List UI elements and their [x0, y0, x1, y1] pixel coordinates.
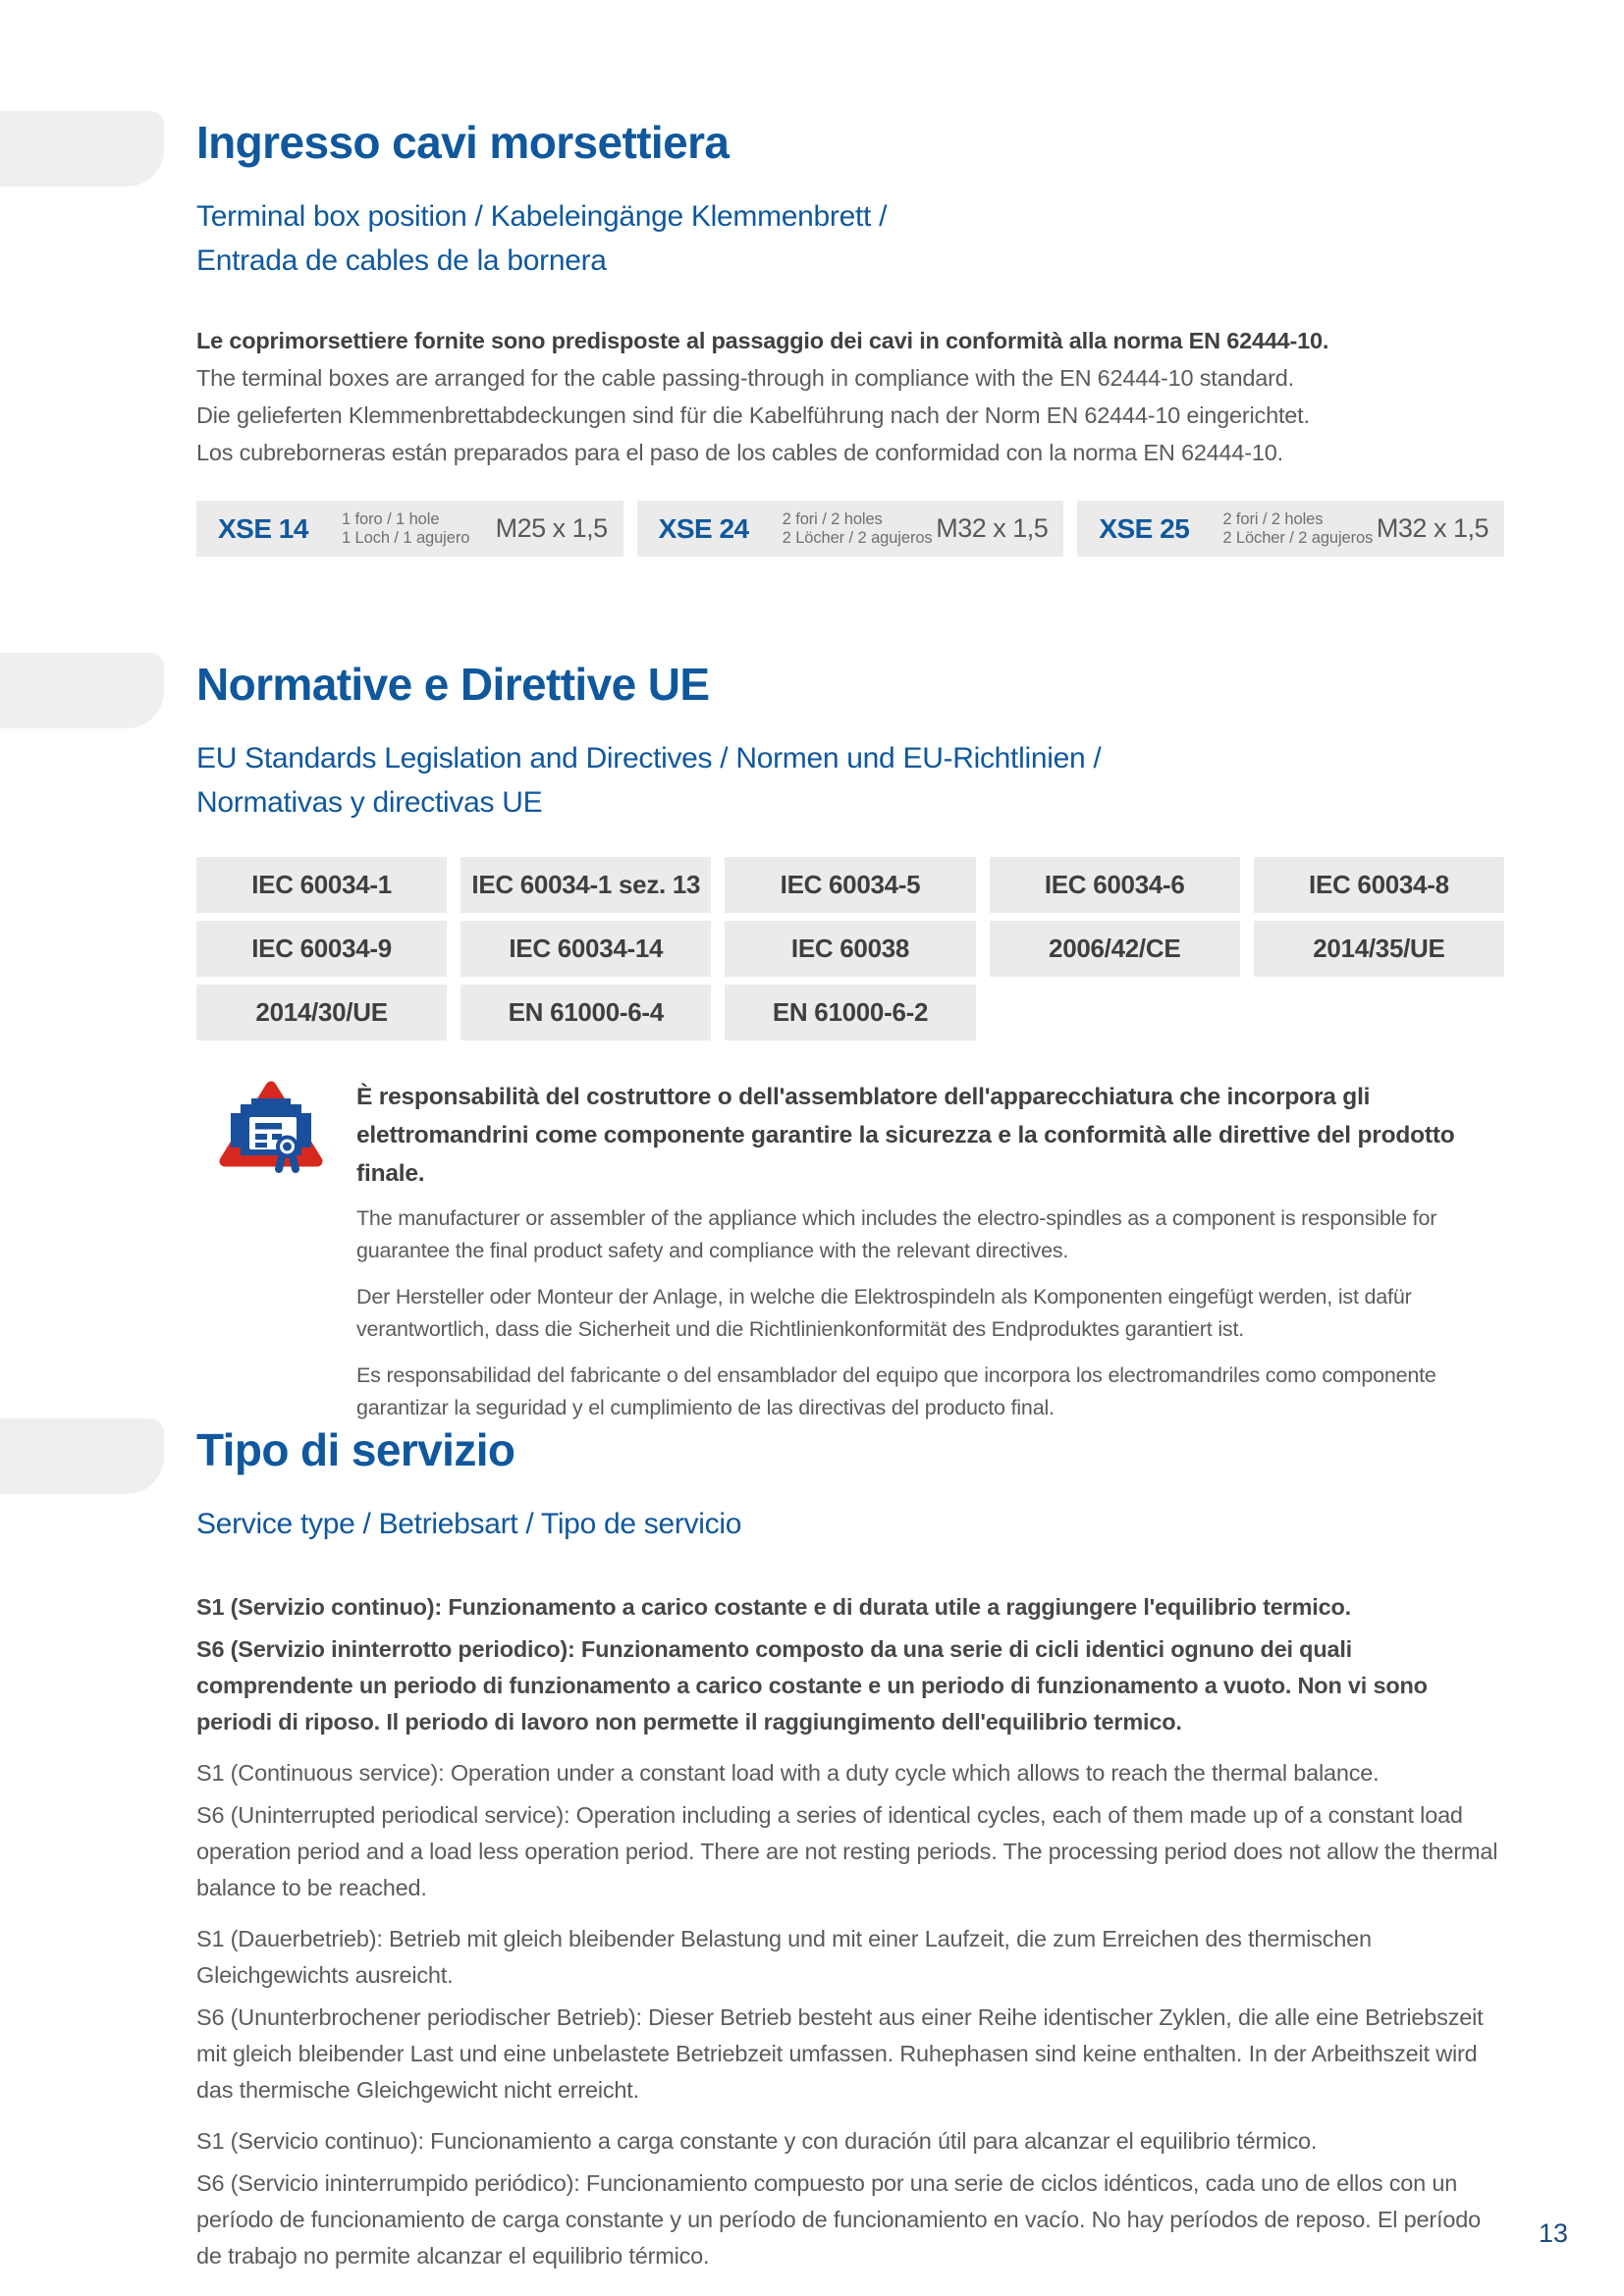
standard-cell: 2014/30/UE: [196, 985, 447, 1041]
standards-grid: [196, 857, 1504, 1041]
model-thread-size: M32 x 1,5: [1376, 513, 1489, 543]
intro-paragraph-es: Los cubreborneras están preparados para el paso de los cables de conformidad con la norma EN 62444-10.: [196, 440, 1283, 465]
service-paragraph-de-s1: S1 (Dauerbetrieb): Betrieb mit gleich bleibender Belastung und mit einer Laufzeit, die zum Erreichen des thermischen Gleichgewichts ausreicht.: [196, 1926, 1372, 1988]
certificate-warning-icon: [196, 1078, 356, 1438]
model-holes-line: 1 Loch / 1 agujero: [342, 528, 470, 547]
subtitle-line: Entrada de cables de la bornera: [196, 244, 607, 277]
standard-cell: IEC 60034-1: [196, 857, 447, 913]
service-paragraph-de-s6: S6 (Ununterbrochener periodischer Betrieb): Dieser Betrieb besteht aus einer Reihe identischer Zyklen, die alle eine Betriebszeit mit gleich bleibender Last und eine unbelastete Betriebzeit umfassen. Ruhephasen sind keine enthalten. In der Arbeithszeit wird das thermische Gleichgewicht nicht erreicht.: [196, 2004, 1484, 2103]
notice-paragraph-es: Es responsabilidad del fabricante o del ensamblador del equipo que incorpora los electromandriles como componente garantizar la seguridad y el cumplimiento de las directivas del producto final.: [356, 1363, 1436, 1419]
service-paragraph-it-s1: S1 (Servizio continuo): Funzionamento a carico costante e di durata utile a raggiungere l'equilibrio termico.: [196, 1594, 1351, 1620]
service-paragraph-es-s1: S1 (Servicio continuo): Funcionamiento a carga constante y con duración útil para alcanzar el equilibrio térmico.: [196, 2128, 1318, 2154]
terminal-models-row: [196, 501, 1504, 557]
section-subtitle: [196, 736, 1504, 825]
subtitle-line: Normativas y directivas UE: [196, 786, 543, 819]
intro-paragraph-en: The terminal boxes are arranged for the cable passing-through in compliance with the EN 62444-10 standard.: [196, 365, 1294, 391]
subtitle-line: EU Standards Legislation and Directives / Normen und EU-Richtlinien /: [196, 742, 1102, 774]
responsibility-notice: [196, 1078, 1504, 1438]
service-paragraph-it-s6: S6 (Servizio ininterrotto periodico): Funzionamento composto da una serie di cicli identici ognuno dei quali comprendente un periodo di funzionamento a carico costante e un periodo di funzionamento a vuoto. Non vi sono periodi di riposo. Il periodo di lavoro non permette il raggiungimento dell'equilibrio termico.: [196, 1636, 1428, 1735]
model-cell-xse24: [637, 501, 1064, 557]
section-tab-marker: [0, 111, 164, 187]
notice-paragraph-de: Der Hersteller oder Monteur der Anlage, in welche die Elektrospindeln als Komponenten eingefügt werden, ist dafür verantwortlich, dass die Sicherheit und die Richtlinienkonformität des Endproduktes garantiert ist.: [356, 1285, 1412, 1341]
standard-cell: IEC 60038: [725, 921, 975, 977]
standard-cell: IEC 60034-5: [725, 857, 975, 913]
model-code: XSE 14: [218, 512, 308, 544]
section-service-type: [196, 1418, 1504, 2280]
model-thread-size: M25 x 1,5: [495, 513, 608, 543]
service-paragraph-en-s1: S1 (Continuous service): Operation under a constant load with a duty cycle which allows to reach the thermal balance.: [196, 1760, 1380, 1786]
subtitle-line: Service type / Betriebsart / Tipo de servicio: [196, 1508, 742, 1540]
page-title: Normative e Direttive UE: [196, 659, 710, 710]
standard-cell: EN 61000-6-2: [725, 985, 975, 1041]
standard-cell: 2006/42/CE: [990, 921, 1240, 977]
service-paragraph-en-s6: S6 (Uninterrupted periodical service): Operation including a series of identical cycles, each of them made up of a constant load operation period and a load less operation period. There are not resting periods. The processing period does not allow the thermal balance to be reached.: [196, 1802, 1498, 1900]
standard-cell: IEC 60034-6: [990, 857, 1240, 913]
standard-cell: IEC 60034-9: [196, 921, 447, 977]
section-terminal-box: [196, 111, 1504, 557]
subtitle-line: Terminal box position / Kabeleingänge Klemmenbrett /: [196, 200, 888, 233]
model-holes: [1222, 510, 1377, 548]
notice-paragraph-it: È responsabilità del costruttore o dell'assemblatore dell'apparecchiatura che incorpora gli elettromandrini come componente garantire la sicurezza e la conformità alle direttive del prodotto finale.: [356, 1084, 1455, 1187]
standard-cell: IEC 60034-1 sez. 13: [460, 857, 711, 913]
model-code: XSE 25: [1099, 512, 1190, 544]
section-subtitle: [196, 1502, 1504, 1546]
intro-paragraphs: [196, 322, 1504, 471]
page-number: 13: [1538, 2218, 1569, 2248]
model-holes-line: 2 Löcher / 2 agujeros: [1222, 528, 1374, 547]
model-holes: [783, 510, 937, 548]
section-standards: [196, 653, 1504, 1438]
model-thread-size: M32 x 1,5: [936, 513, 1049, 543]
standard-cell: 2014/35/UE: [1254, 921, 1504, 977]
section-tab-marker: [0, 653, 164, 728]
section-subtitle: [196, 194, 1504, 283]
section-tab-marker: [0, 1418, 164, 1494]
model-cell-xse14: [196, 501, 623, 557]
model-holes-line: 1 foro / 1 hole: [342, 509, 440, 528]
intro-paragraph-de: Die gelieferten Klemmenbrettabdeckungen sind für die Kabelführung nach der Norm EN 62444-10 eingerichtet.: [196, 402, 1310, 428]
intro-paragraph-it: Le coprimorsettiere fornite sono predisposte al passaggio dei cavi in conformità alla norma EN 62444-10.: [196, 328, 1329, 353]
page-title: Tipo di servizio: [196, 1424, 515, 1475]
notice-paragraph-en: The manufacturer or assembler of the appliance which includes the electro-spindles as a component is responsible for guarantee the final product safety and compliance with the relevant directives.: [356, 1206, 1437, 1262]
model-holes-line: 2 fori / 2 holes: [1222, 509, 1324, 528]
service-paragraphs: [196, 1589, 1504, 2274]
standard-cell: IEC 60034-14: [460, 921, 711, 977]
model-code: XSE 24: [658, 512, 749, 544]
model-holes-line: 2 Löcher / 2 agujeros: [782, 528, 933, 547]
standard-cell: EN 61000-6-4: [460, 985, 711, 1041]
model-holes-line: 2 fori / 2 holes: [782, 509, 883, 528]
model-holes: [342, 510, 496, 548]
standard-cell: IEC 60034-8: [1254, 857, 1504, 913]
model-cell-xse25: [1077, 501, 1504, 557]
page-title: Ingresso cavi morsettiera: [196, 117, 730, 168]
service-paragraph-es-s6: S6 (Servicio ininterrumpido periódico): Funcionamiento compuesto por una serie de ciclos idénticos, cada uno de ellos con un período de funcionamiento de carga constante y un período de funcionamiento en vacío. No hay períodos de reposo. El período de trabajo no permite alcanzar el equilibrio térmico.: [196, 2170, 1481, 2269]
notice-text: [356, 1078, 1504, 1438]
